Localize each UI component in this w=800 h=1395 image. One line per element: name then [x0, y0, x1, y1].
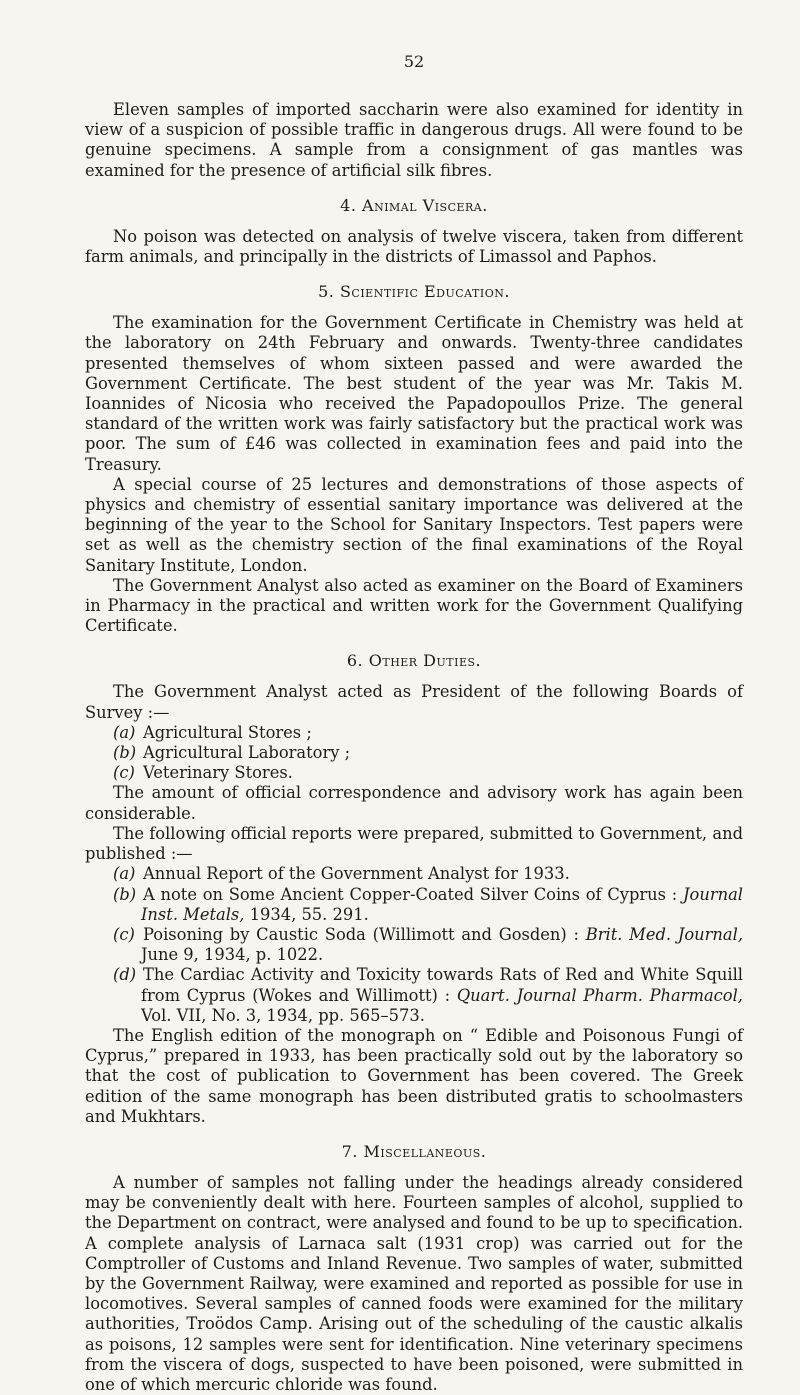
paragraph-viscera: No poison was detected on analysis of twelve viscera, taken from different farm animals, and principally in the districts of Limassol and Paphos.: [85, 226, 743, 267]
list-item: [85, 885, 743, 925]
item-text: Poisoning by Caustic Soda (Willimott and Gosden) :: [143, 924, 579, 944]
item-label: (b): [113, 884, 137, 904]
item-label: (b): [113, 743, 137, 763]
paragraph-special-course: A special course of 25 lectures and demonstrations of those aspects of physics and chemistry of essential sanitary importance was delivered at the beginning of the year to the School for Sanitary Inspectors. Test papers were set as well as the chemistry section of the final examinations of the Royal Sanitary Institute, London.: [85, 474, 743, 575]
item-label: (c): [113, 924, 135, 944]
heading-number: 4.: [340, 195, 357, 215]
heading-miscellaneous: [85, 1142, 743, 1162]
paragraph-pharmacy-board: The Government Analyst also acted as examiner on the Board of Examiners in Pharmacy in the practical and written work for the Government Qualifying Certificate.: [85, 575, 743, 636]
heading-title: Other Duties.: [368, 651, 482, 671]
item-text: The Cardiac Activity and Toxicity towards Rats of Red and White Squill from Cyprus (Wokes and Willimott) :: [141, 965, 743, 1005]
item-text: Agricultural Stores ;: [143, 722, 312, 742]
item-journal: Journal Inst. Metals,: [141, 884, 743, 924]
item-label: (a): [113, 722, 136, 742]
item-label: (c): [113, 763, 135, 783]
paragraph-examination: The examination for the Government Certificate in Chemistry was held at the laboratory on 24th February and onwards. Twenty-three candidates presented themselves of whom sixteen passed and were awarded the Government Certificate. The best student of the year was Mr. Takis M. Ioannides of Nicosia who received the Papadopoullos Prize. The general standard of the written work was fairly satisfactory but the practical work was poor. The sum of £46 was collected in examination fees and paid into the Treasury.: [85, 313, 743, 474]
item-journal: Brit. Med. Journal,: [585, 924, 743, 944]
item-citation: June 9, 1934, p. 1022.: [141, 945, 324, 965]
boards-list: [85, 723, 743, 784]
heading-other-duties: [85, 651, 743, 671]
item-text: Agricultural Laboratory ;: [143, 743, 351, 763]
heading-scientific-education: [85, 282, 743, 302]
heading-number: 6.: [346, 651, 364, 671]
paragraph-boards-of-survey: The Government Analyst acted as President of the following Boards of Survey :—: [85, 682, 743, 722]
list-item: [85, 864, 743, 884]
item-journal: Quart. Journal Pharm. Pharmacol,: [456, 985, 743, 1005]
item-text: Veterinary Stores.: [143, 763, 293, 783]
heading-title: Scientific Education.: [339, 282, 510, 302]
reports-list: [85, 864, 743, 1026]
paragraph-correspondence: The amount of official correspondence and advisory work has again been considerable.: [85, 783, 743, 823]
paragraph-saccharin: Eleven samples of imported saccharin were also examined for identity in view of a suspicion of possible traffic in dangerous drugs. All were found to be genuine specimens. A sample from a consignment of gas mantles was examined for the presence of artificial silk fibres.: [85, 100, 743, 180]
heading-number: 7.: [341, 1141, 358, 1161]
item-label: (a): [113, 864, 136, 884]
list-item: [85, 723, 743, 743]
list-item: [85, 743, 743, 763]
item-citation: Vol. VII, No. 3, 1934, pp. 565–573.: [141, 1005, 425, 1025]
list-item: [85, 925, 743, 965]
list-item: [85, 763, 743, 783]
item-label: (d): [113, 965, 137, 985]
heading-title: Miscellaneous.: [363, 1141, 487, 1161]
heading-animal-viscera: [85, 196, 743, 216]
paragraph-miscellaneous: A number of samples not falling under the headings already considered may be conveniently dealt with here. Fourteen samples of alcohol, supplied to the Department on contract, were analysed and found to be up to specification. A complete analysis of Larnaca salt (1931 crop) was carried out for the Comptroller of Customs and Inland Revenue. Two samples of water, submitted by the Government Railway, were examined and reported as possible for use in locomotives. Several samples of canned foods were examined for the military authorities, Troödos Camp. Arising out of the scheduling of the caustic alkalis as poisons, 12 samples were sent for identification. Nine veterinary specimens from the viscera of dogs, suspected to have been poisoned, were submitted in one of which mercuric chloride was found.: [85, 1172, 743, 1394]
item-citation: 1934, 55. 291.: [249, 904, 369, 924]
paragraph-monograph: The English edition of the monograph on “ Edible and Poisonous Fungi of Cyprus,” prepared in 1933, has been practically sold out by the laboratory so that the cost of publication to Government has been covered. The Greek edition of the same monograph has been distributed gratis to schoolmasters and Mukhtars.: [85, 1025, 743, 1126]
list-item: [85, 965, 743, 1026]
paragraph-reports-intro: The following official reports were prepared, submitted to Government, and published :—: [85, 823, 743, 864]
heading-title: Animal Viscera.: [362, 195, 488, 215]
item-text: Annual Report of the Government Analyst for 1933.: [143, 864, 570, 884]
page-number: 52: [403, 52, 425, 71]
item-text: A note on Some Ancient Copper-Coated Silver Coins of Cyprus :: [143, 884, 678, 904]
heading-number: 5.: [318, 282, 335, 302]
